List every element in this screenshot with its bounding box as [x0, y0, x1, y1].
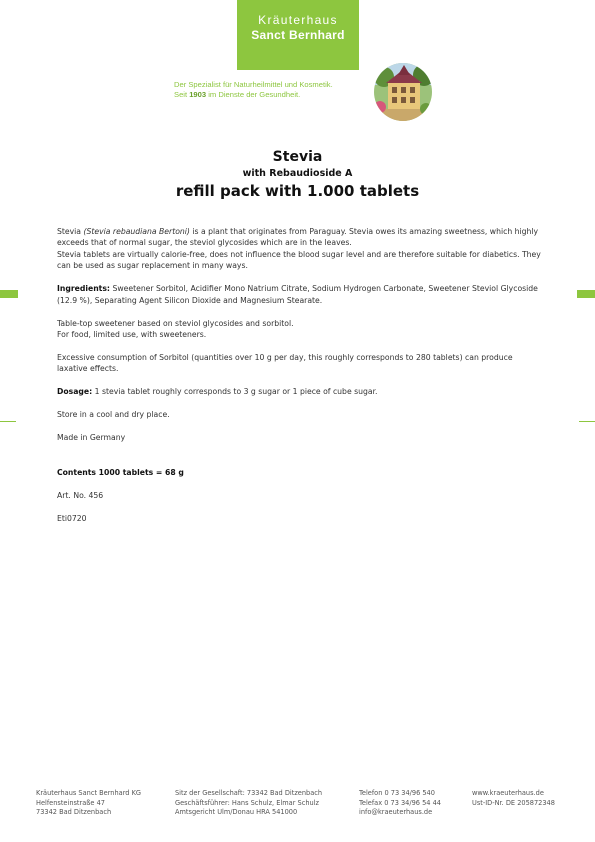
- fold-mark-right: [577, 290, 595, 298]
- punch-mark-left: [0, 421, 16, 422]
- tagline-line-2: [174, 90, 374, 100]
- company-tagline: [174, 80, 374, 100]
- latin-name: (Stevia rebaudiana Bertoni): [83, 227, 190, 236]
- tagline-year: 1903: [189, 90, 207, 99]
- article-number: Art. No. 456: [57, 491, 104, 501]
- usage-line-2: For food, limited use, with sweeteners.: [57, 330, 207, 340]
- dosage-label: Dosage:: [57, 387, 93, 397]
- building-photo: [374, 63, 432, 121]
- description-text: Stevia: [57, 227, 84, 236]
- product-title: Stevia: [272, 149, 323, 165]
- footer-registered-office: Sitz der Gesellschaft: 73342 Bad Ditzenbach: [175, 789, 323, 797]
- ingredients: [57, 283, 541, 306]
- sorbitol-warning: Excessive consumption of Sorbitol (quantities over 10 g per day, this roughly corresponds to 280 tablets) can produce laxative effects.: [57, 353, 513, 374]
- product-pack: refill pack with 1.000 tablets: [175, 182, 420, 200]
- description-text: is a plant that originates from Paraguay. Stevia owes its amazing sweetness, which highly exceeds that of normal sugar, the steviol glycosides which are in the leaves.: [57, 227, 539, 248]
- tagline-prefix: Seit: [174, 90, 190, 99]
- footer-court-register: Amtsgericht Ulm/Donau HRA 541000: [175, 808, 298, 817]
- footer-company: [36, 789, 141, 818]
- punch-mark-right: [579, 421, 595, 422]
- label-code: Eti0720: [57, 514, 87, 524]
- footer-street: Helfensteinstraße 47: [36, 798, 105, 807]
- storage-instructions: Store in a cool and dry place.: [57, 410, 170, 420]
- logo-line-2: Sanct Bernhard: [251, 28, 345, 42]
- dosage: [57, 386, 541, 397]
- usage-line-1: Table-top sweetener based on steviol glycosides and sorbitol.: [57, 318, 294, 328]
- logo-line-1: Kräuterhaus: [258, 13, 338, 27]
- footer-vat-id: Ust-ID-Nr. DE 205872348: [472, 798, 555, 807]
- footer-email[interactable]: info@kraeuterhaus.de: [359, 808, 433, 817]
- dosage-text: 1 stevia tablet roughly corresponds to 3 g sugar or 1 piece of cube sugar.: [92, 387, 378, 397]
- footer-city: 73342 Bad Ditzenbach: [36, 808, 112, 817]
- footer-phone: Telefon 0 73 34/96 540: [359, 789, 435, 797]
- footer-fax: Telefax 0 73 34/96 54 44: [359, 798, 441, 807]
- country-of-origin: Made in Germany: [57, 433, 126, 443]
- footer-managers: Geschäftsführer: Hans Schulz, Elmar Schulz: [175, 798, 319, 807]
- footer-contact: [359, 789, 441, 818]
- description-paragraph-2: Stevia tablets are virtually calorie-free, does not influence the blood sugar level and are therefore suitable for diabetics. They can be used as sugar replacement in many ways.: [57, 249, 541, 271]
- description-paragraph-1: [57, 226, 541, 249]
- tagline-line-1: Der Spezialist für Naturheilmittel und Kosmetik.: [174, 80, 333, 89]
- contents: Contents 1000 tablets = 68 g: [57, 468, 184, 478]
- ingredients-text: Sweetener Sorbitol, Acidifier Mono Natrium Citrate, Sodium Hydrogen Carbonate, Sweetener Steviol Glycoside (12.9 %), Separating Agent Silicon Dioxide and Magnesium Stearate.: [57, 284, 538, 305]
- brand-logo: [237, 0, 359, 70]
- fold-mark-left: [0, 290, 18, 298]
- ingredients-label: Ingredients:: [57, 284, 110, 294]
- footer-website[interactable]: www.kraeuterhaus.de: [472, 789, 544, 797]
- footer-legal: [175, 789, 322, 818]
- footer-web: [472, 789, 555, 808]
- tagline-suffix: im Dienste der Gesundheit.: [206, 90, 301, 99]
- footer-company-name: Kräuterhaus Sanct Bernhard KG: [36, 789, 142, 797]
- product-subtitle: with Rebaudioside A: [242, 168, 353, 179]
- product-description: [57, 226, 541, 524]
